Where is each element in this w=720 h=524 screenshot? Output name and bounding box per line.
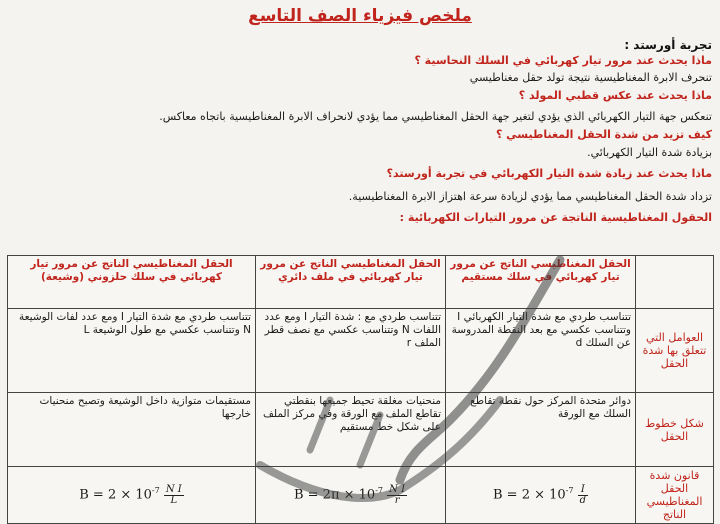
question-1: ماذا يحدث عند مرور تيار كهربائي في السلك النحاسية ؟ — [414, 54, 712, 67]
formula-denominator: d — [579, 494, 587, 506]
formula-coil — [256, 467, 446, 524]
header-straight-wire: الحقل المغناطيسي الناتج عن مرور تيار كهربائي في سلك مستقيم — [446, 256, 636, 309]
cell-lines-coil: منحنيات مغلقة تحيط جميعها بنقطتي تقاطع الملف مع الورقة وفي مركز الملف على شكل خط مستقيم — [256, 393, 446, 467]
answer-2: تنعكس جهة التيار الكهربائي الذي يؤدي لتغير جهة الحقل المغناطيسي مما يؤدي لانحراف الابرة المغناطيسية باتجاه معاكس. — [159, 110, 712, 123]
answer-1: تنحرف الابرة المغناطيسية نتيجة تولد حقل مغناطيسي — [469, 71, 712, 84]
formula-solenoid — [8, 467, 256, 524]
cell-lines-wire: دوائر متحدة المركز حول نقطة تقاطع السلك مع الورقة — [446, 393, 636, 467]
formula-lhs: B = 2 × 10 — [79, 487, 152, 503]
table-row — [8, 393, 714, 467]
cell-factors-solenoid: تتناسب طردي مع شدة التيار I ومع عدد لفات الوشيعة N وتتناسب عكسي مع طول الوشيعة L — [8, 309, 256, 393]
page-title-text: ملخص فيزياء الصف التاسع — [248, 6, 472, 26]
formula-fraction — [164, 485, 184, 506]
table-row — [8, 467, 714, 524]
header-corner — [636, 256, 714, 309]
cell-factors-wire: تتناسب طردي مع شدة التيار الكهربائي I وتتناسب عكسي مع بعد النقطة المدروسة عن السلك d — [446, 309, 636, 393]
table-row — [8, 309, 714, 393]
row-label-factors: العوامل التي تتعلق بها شدة الحقل — [636, 309, 714, 393]
formula-lhs: B = 2π × 10 — [293, 487, 376, 503]
formula-numerator: I — [578, 485, 588, 496]
answer-3: بزيادة شدة التيار الكهربائي. — [587, 146, 712, 159]
formula-numerator: N I — [165, 483, 182, 495]
formula-denominator: L — [170, 494, 178, 506]
cell-lines-solenoid: مستقيمات متوازية داخل الوشيعة وتصبح منحنيات خارجها — [8, 393, 256, 467]
formula-lhs: B = 2 × 10 — [492, 487, 566, 503]
formula-denominator: r — [394, 494, 400, 506]
formula-numerator: N I — [389, 483, 406, 495]
formula-wire — [446, 467, 636, 524]
question-4: ماذا يحدث عند زيادة شدة التيار الكهربائي في تجربة أورستد؟ — [386, 167, 712, 180]
row-label-field-lines: شكل خطوط الحقل — [636, 393, 714, 467]
answer-4: تزداد شدة الحقل المغناطيسي مما يؤدي لزيادة سرعة اهتزاز الابرة المغناطيسية. — [348, 190, 712, 203]
table-header-row — [8, 256, 714, 309]
formula-fraction — [578, 485, 588, 506]
formula-fraction — [387, 485, 407, 506]
magnetic-fields-table — [7, 255, 714, 524]
question-3: كيف تزيد من شدة الحقل المغناطيسي ؟ — [495, 128, 712, 141]
question-2: ماذا يحدث عند عكس قطبي المولد ؟ — [518, 89, 712, 102]
section-heading: تجربة أورستد : — [624, 38, 712, 52]
formula-exponent: -7 — [151, 486, 160, 496]
page-title — [0, 6, 720, 26]
cell-factors-coil: تتناسب طردي مع : شدة التيار I ومع عدد اللفات N وتتناسب عكسي مع نصف قطر الملف r — [256, 309, 446, 393]
formula-exponent: -7 — [565, 486, 574, 496]
header-circular-coil: الحقل المغناطيسي الناتج عن مرور تيار كهربائي في ملف دائري — [256, 256, 446, 309]
row-label-law: قانون شدة الحقل المغناطيسي الناتج — [636, 467, 714, 524]
section2-heading: الحقول المغناطيسية الناتجة عن مرور التيارات الكهربائية : — [399, 211, 712, 224]
formula-exponent: -7 — [375, 486, 383, 496]
header-solenoid: الحقل المغناطيسي الناتج عن مرور تيار كهربائي في سلك حلزوني (وشيعة) — [8, 256, 256, 309]
